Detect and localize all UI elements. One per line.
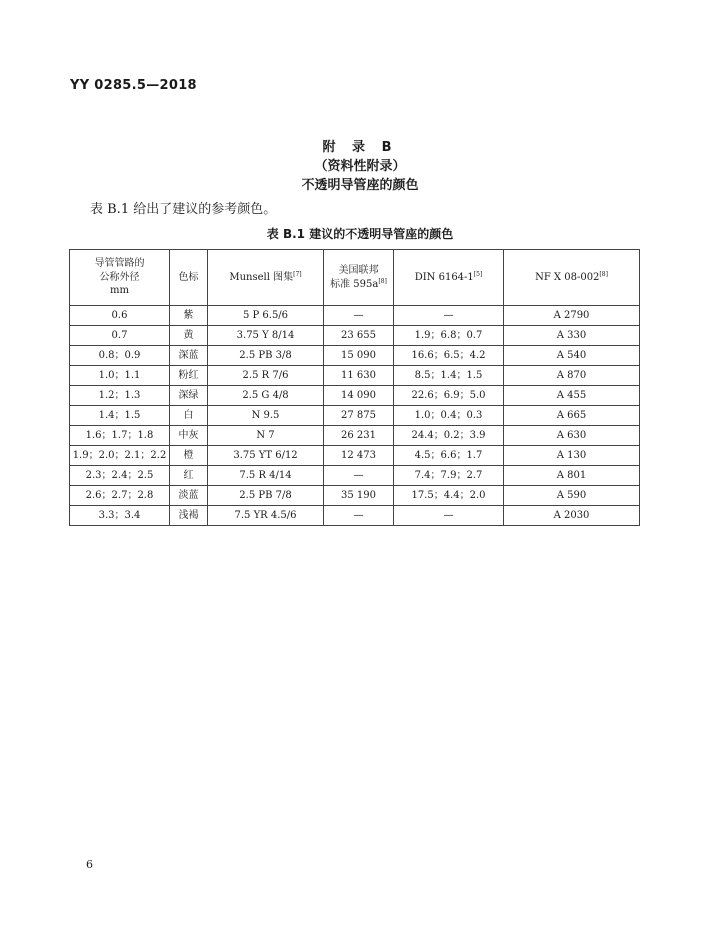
cell-munsell: 2.5 G 4/8 (208, 386, 324, 406)
cell-color: 浅褐 (170, 506, 208, 526)
cell-color: 深绿 (170, 386, 208, 406)
cell-us-standard: 27 875 (324, 406, 394, 426)
cell-munsell: 2.5 PB 7/8 (208, 486, 324, 506)
cell-din: 8.5；1.4；1.5 (394, 366, 504, 386)
cell-us-standard: — (324, 306, 394, 326)
cell-us-standard: 11 630 (324, 366, 394, 386)
header-din-label: DIN 6164-1 (414, 271, 474, 283)
header-munsell (208, 250, 324, 306)
header-nf-ref: [8] (599, 270, 608, 278)
table-row (70, 346, 640, 366)
header-diameter-line3: mm (110, 285, 129, 297)
cell-nf: A 2030 (504, 506, 640, 526)
intro-paragraph: 表 B.1 给出了建议的参考颜色。 (90, 202, 277, 217)
document-code: YY 0285.5—2018 (70, 78, 197, 93)
header-us-ref: [8] (378, 277, 387, 285)
header-din-ref: [5] (473, 270, 483, 278)
cell-us-standard: 15 090 (324, 346, 394, 366)
cell-diameter: 0.6 (70, 306, 170, 326)
cell-us-standard: 12 473 (324, 446, 394, 466)
cell-color: 白 (170, 406, 208, 426)
cell-munsell: 2.5 R 7/6 (208, 366, 324, 386)
cell-diameter: 1.4；1.5 (70, 406, 170, 426)
table-row (70, 446, 640, 466)
annex-heading: 不透明导管座的颜色 (301, 178, 419, 193)
header-nf-label: NF X 08-002 (535, 271, 600, 283)
cell-munsell: N 9.5 (208, 406, 324, 426)
header-munsell-label: Munsell 图集 (229, 271, 294, 283)
cell-munsell: 3.75 Y 8/14 (208, 326, 324, 346)
cell-us-standard: 23 655 (324, 326, 394, 346)
header-color-label: 色标 (178, 271, 199, 283)
cell-us-standard: 26 231 (324, 426, 394, 446)
cell-nf: A 590 (504, 486, 640, 506)
header-us-line2: 标准 595a (330, 278, 379, 290)
cell-diameter: 1.9；2.0；2.1；2.2 (70, 446, 170, 466)
table-row (70, 326, 640, 346)
header-color (170, 250, 208, 306)
cell-munsell: 3.75 YT 6/12 (208, 446, 324, 466)
cell-us-standard: 14 090 (324, 386, 394, 406)
cell-din: 1.9；6.8；0.7 (394, 326, 504, 346)
header-din (394, 250, 504, 306)
header-diameter-line1: 导管管路的 (94, 258, 145, 270)
cell-us-standard: — (324, 506, 394, 526)
cell-us-standard: — (324, 466, 394, 486)
annex-subtitle: （资料性附录） (314, 159, 406, 174)
header-us-standard (324, 250, 394, 306)
cell-din: 17.5；4.4；2.0 (394, 486, 504, 506)
cell-diameter: 1.2；1.3 (70, 386, 170, 406)
cell-nf: A 870 (504, 366, 640, 386)
cell-diameter: 2.6；2.7；2.8 (70, 486, 170, 506)
cell-din: 7.4；7.9；2.7 (394, 466, 504, 486)
cell-munsell: N 7 (208, 426, 324, 446)
cell-color: 黄 (170, 326, 208, 346)
table-header-row (70, 250, 640, 306)
cell-diameter: 1.6；1.7；1.8 (70, 426, 170, 446)
cell-din: — (394, 506, 504, 526)
cell-nf: A 630 (504, 426, 640, 446)
page-number: 6 (86, 858, 93, 871)
table-row (70, 506, 640, 526)
cell-diameter: 0.7 (70, 326, 170, 346)
table-body (70, 306, 640, 526)
table-row (70, 486, 640, 506)
cell-din: 16.6；6.5；4.2 (394, 346, 504, 366)
cell-din: 4.5；6.6；1.7 (394, 446, 504, 466)
cell-nf: A 130 (504, 446, 640, 466)
cell-munsell: 7.5 R 4/14 (208, 466, 324, 486)
cell-color: 红 (170, 466, 208, 486)
header-us-line1: 美国联邦 (338, 265, 379, 276)
table-row (70, 306, 640, 326)
cell-din: 24.4；0.2；3.9 (394, 426, 504, 446)
table-row (70, 366, 640, 386)
cell-din: 22.6；6.9；5.0 (394, 386, 504, 406)
cell-color: 紫 (170, 306, 208, 326)
cell-nf: A 455 (504, 386, 640, 406)
cell-nf: A 330 (504, 326, 640, 346)
color-table (69, 249, 640, 526)
cell-color: 中灰 (170, 426, 208, 446)
cell-munsell: 2.5 PB 3/8 (208, 346, 324, 366)
cell-diameter: 1.0；1.1 (70, 366, 170, 386)
header-diameter (70, 250, 170, 306)
cell-color: 淡蓝 (170, 486, 208, 506)
header-nf (504, 250, 640, 306)
cell-din: 1.0；0.4；0.3 (394, 406, 504, 426)
cell-din: — (394, 306, 504, 326)
table-row (70, 386, 640, 406)
cell-nf: A 665 (504, 406, 640, 426)
table-row (70, 426, 640, 446)
cell-nf: A 540 (504, 346, 640, 366)
cell-diameter: 2.3；2.4；2.5 (70, 466, 170, 486)
cell-nf: A 801 (504, 466, 640, 486)
cell-munsell: 7.5 YR 4.5/6 (208, 506, 324, 526)
cell-color: 粉红 (170, 366, 208, 386)
header-munsell-ref: [7] (293, 270, 302, 278)
annex-title: 附 录 B (322, 140, 398, 155)
cell-color: 橙 (170, 446, 208, 466)
cell-nf: A 2790 (504, 306, 640, 326)
header-diameter-line2: 公称外径 (99, 271, 140, 283)
table-row (70, 406, 640, 426)
cell-us-standard: 35 190 (324, 486, 394, 506)
cell-munsell: 5 P 6.5/6 (208, 306, 324, 326)
cell-diameter: 0.8；0.9 (70, 346, 170, 366)
cell-diameter: 3.3；3.4 (70, 506, 170, 526)
table-row (70, 466, 640, 486)
table-caption: 表 B.1 建议的不透明导管座的颜色 (266, 227, 454, 241)
cell-color: 深蓝 (170, 346, 208, 366)
